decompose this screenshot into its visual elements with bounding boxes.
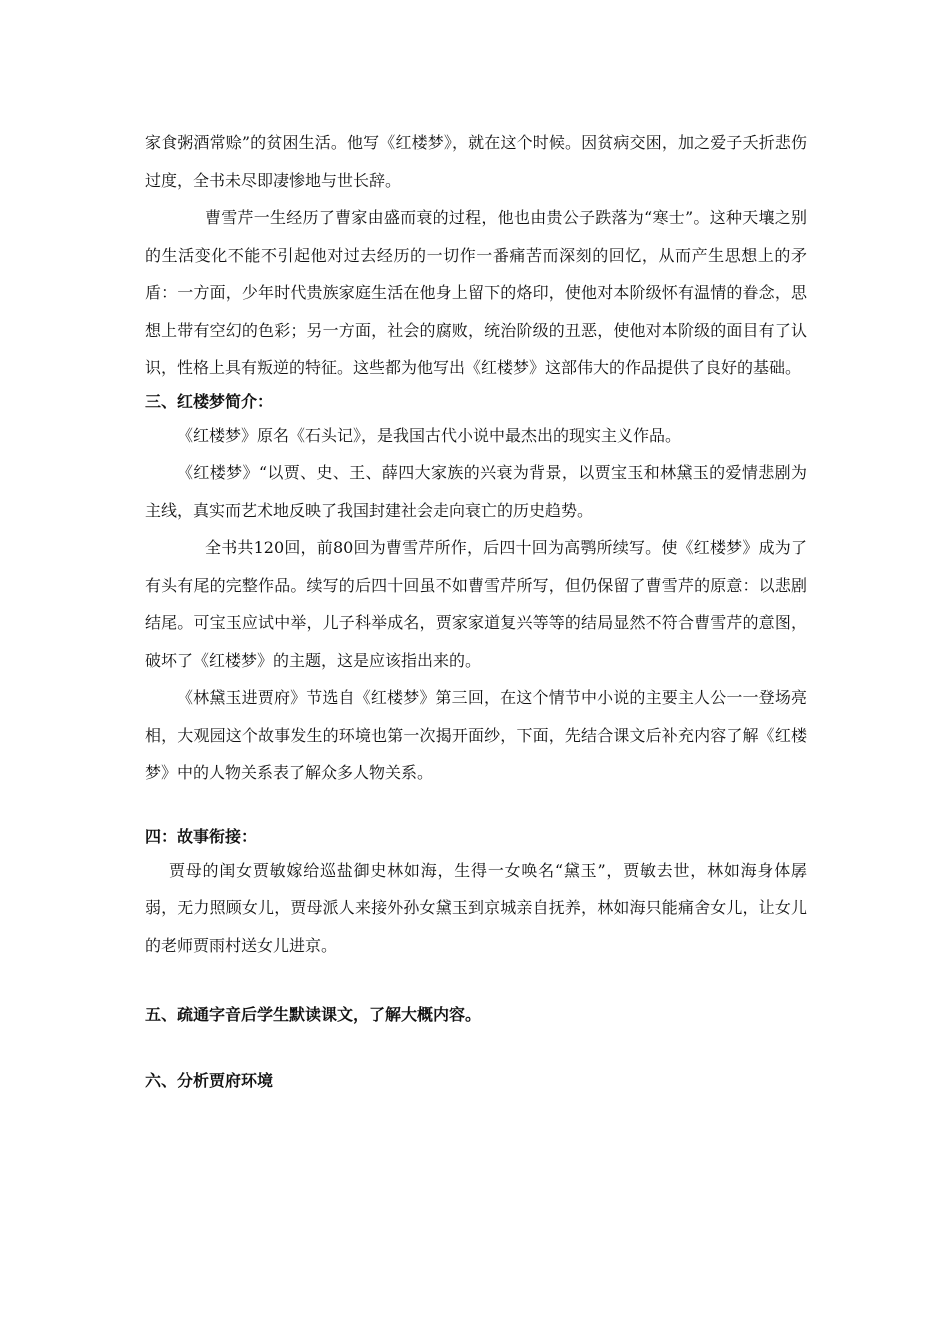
heading-section-4: 四：故事衔接：: [145, 826, 258, 846]
heading-section-6: 六、分析贾府环境: [145, 1071, 274, 1090]
paragraph-120-chapters: 全书共120回，前80回为曹雪芹所作，后四十回为高鹗所续写。使《红楼梦》成为了有头有尾的完整作品。续写的后四十回虽不如曹雪芹所写，但仍保留了曹雪芹的原意：以悲剧结尾。可宝玉应试中举，儿子科举成名，贾家家道复兴等等的结局显然不符合曹雪芹的意图，破坏了《红楼梦》的主题，这是应该指出来的。: [145, 538, 807, 670]
spacer: [145, 964, 807, 1000]
paragraph-cao-xueqin-life: 曹雪芹一生经历了曹家由盛而衰的过程，他也由贵公子跌落为“寒士”。这种天壤之别的生活变化不能不引起他对过去经历的一切作一番痛苦而深刻的回忆，从而产生思想上的矛盾：一方面，少年时代贵族家庭生活在他身上留下的烙印，使他对本阶级怀有温情的眷念，思想上带有空幻的色彩；另一方面，社会的腐败，统治阶级的丑恶，使他对本阶级的面目有了认识，性格上具有叛逆的特征。这些都为他写出《红楼梦》这部伟大的作品提供了良好的基础。: [145, 208, 807, 377]
heading-section-3: 三、红楼梦简介：: [145, 391, 274, 411]
spacer: [145, 1030, 807, 1066]
paragraph-poverty-life: 家食粥酒常赊”的贫困生活。他写《红楼梦》，就在这个时候。因贫病交困，加之爱子夭折悲伤过度，全书未尽即凄惨地与世长辞。: [145, 133, 807, 190]
paragraph-original-name: 《红楼梦》原名《石头记》，是我国古代小说中最杰出的现实主义作品。: [177, 425, 682, 445]
heading-section-5: 五、疏通字音后学生默读课文，了解大概内容。: [145, 1005, 482, 1024]
paragraph-excerpt-intro: 《林黛玉进贾府》节选自《红楼梦》第三回，在这个情节中小说的主要主人公一一登场亮相，大观园这个故事发生的环境也第一次揭开面纱，下面，先结合课文后补充内容了解《红楼梦》中的人物关系表了解众多人物关系。: [145, 688, 807, 782]
document-body: [145, 124, 807, 1096]
spacer: [145, 792, 807, 822]
paragraph-four-families: 《红楼梦》“以贾、史、王、薛四大家族的兴衰为背景，以贾宝玉和林黛玉的爱情悲剧为主线，真实而艺术地反映了我国封建社会走向衰亡的历史趋势。: [145, 463, 807, 520]
paragraph-story-link: 贾母的闺女贾敏嫁给巡盐御史林如海，生得一女唤名“黛玉”，贾敏去世，林如海身体孱弱，无力照顾女儿，贾母派人来接外孙女黛玉到京城亲自抚养，林如海只能痛舍女儿，让女儿的老师贾雨村送女儿进京。: [145, 860, 807, 955]
